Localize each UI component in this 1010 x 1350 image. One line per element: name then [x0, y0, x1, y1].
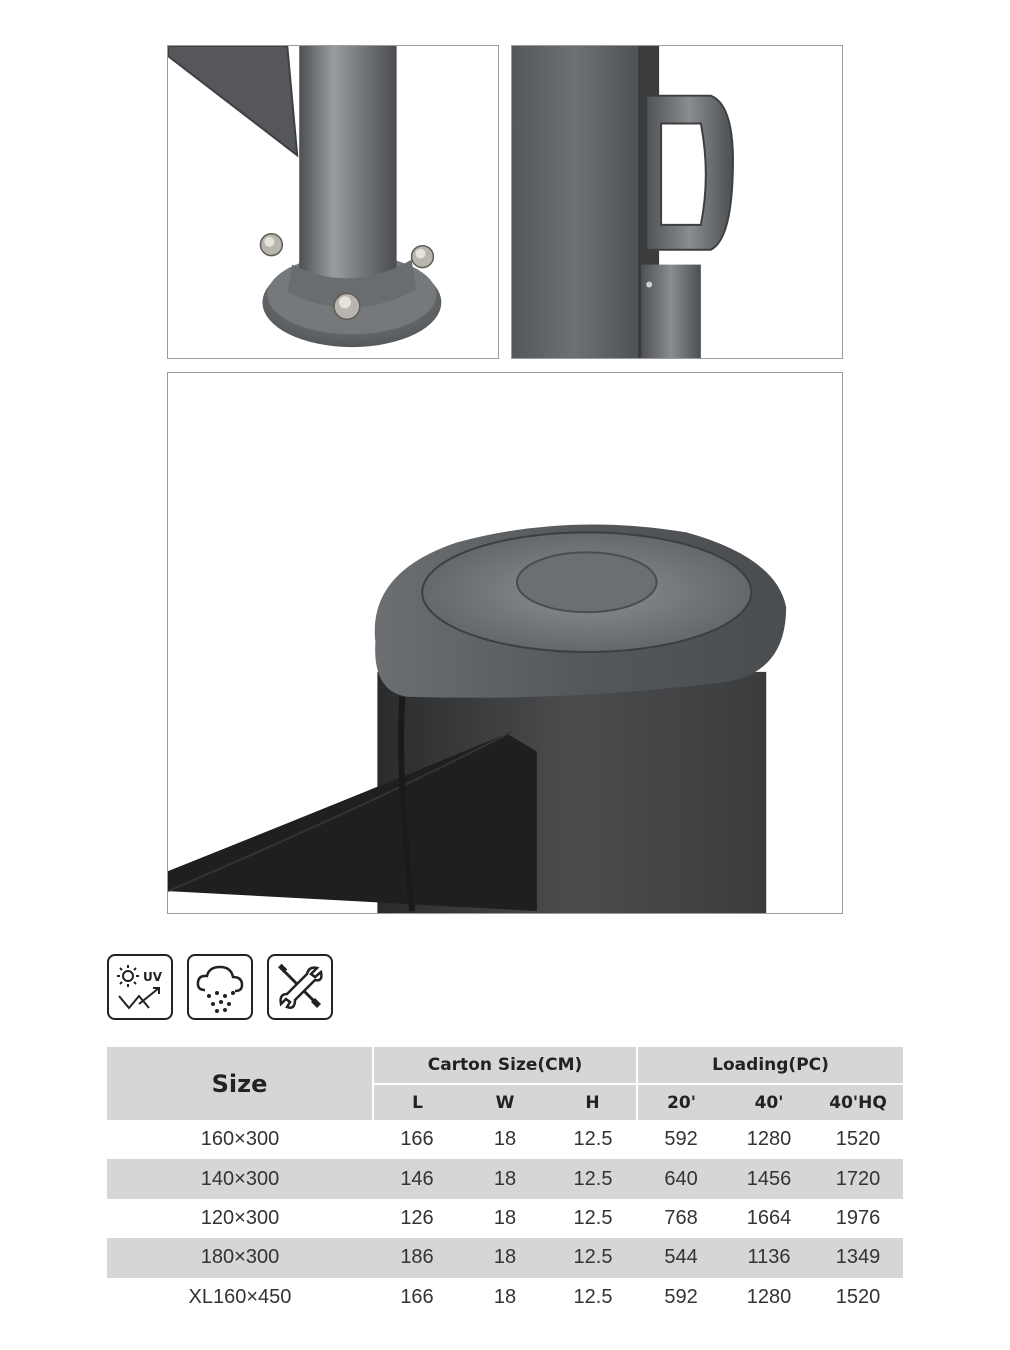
cell-40ft: 1664	[746, 1206, 792, 1229]
cell-size: 160×300	[200, 1128, 280, 1151]
table-row	[107, 1120, 903, 1159]
cell-40hq: 1520	[835, 1128, 881, 1151]
cell-l: 166	[400, 1128, 434, 1151]
uv-resistant-icon	[107, 954, 173, 1020]
feature-icons	[107, 954, 333, 1020]
cell-l: 126	[400, 1206, 434, 1229]
cell-size: 120×300	[200, 1206, 280, 1229]
cassette-top-photo	[167, 372, 843, 914]
tools-icon	[267, 954, 333, 1020]
col-header-20ft: 20'	[637, 1084, 725, 1120]
cell-h: 12.5	[549, 1159, 637, 1198]
cell-20ft: 544	[637, 1238, 725, 1277]
uv-label: UV	[143, 970, 163, 984]
carton-size-header: Carton Size(CM)	[373, 1047, 637, 1084]
size-header: Size	[107, 1047, 373, 1120]
rain-resistant-icon	[187, 954, 253, 1020]
cell-20ft: 640	[637, 1159, 725, 1198]
col-header-40hq: 40'HQ	[813, 1084, 903, 1120]
cell-w: 18	[493, 1206, 517, 1229]
table-row	[107, 1238, 903, 1277]
cell-40ft: 1280	[746, 1128, 792, 1151]
cell-w: 18	[461, 1159, 549, 1198]
cell-40hq: 1976	[835, 1206, 881, 1229]
cell-40ft: 1280	[746, 1285, 792, 1308]
table-row	[107, 1278, 903, 1317]
cell-h: 12.5	[573, 1285, 613, 1308]
table-row	[107, 1159, 903, 1198]
col-header-h: H	[549, 1084, 637, 1120]
col-header-40ft: 40'	[725, 1084, 813, 1120]
cell-l: 146	[373, 1159, 461, 1198]
cell-h: 12.5	[573, 1206, 613, 1229]
cell-size: XL160×450	[188, 1285, 292, 1308]
handle-photo	[511, 45, 843, 359]
cell-w: 18	[493, 1285, 517, 1308]
pole-base-photo	[167, 45, 499, 359]
cell-size: 180×300	[107, 1238, 373, 1277]
col-header-w: W	[461, 1084, 549, 1120]
cell-20ft: 592	[664, 1128, 698, 1151]
cell-w: 18	[461, 1238, 549, 1277]
table-row	[107, 1199, 903, 1238]
spec-table	[107, 1047, 903, 1317]
cell-40ft: 1136	[725, 1238, 813, 1277]
loading-header: Loading(PC)	[637, 1047, 903, 1084]
cell-40ft: 1456	[725, 1159, 813, 1198]
cell-20ft: 768	[664, 1206, 698, 1229]
cell-l: 186	[373, 1238, 461, 1277]
cell-l: 166	[400, 1285, 434, 1308]
cell-40hq: 1720	[813, 1159, 903, 1198]
cell-h: 12.5	[573, 1128, 613, 1151]
cell-h: 12.5	[549, 1238, 637, 1277]
col-header-l: L	[373, 1084, 461, 1120]
cell-size: 140×300	[107, 1159, 373, 1198]
cell-40hq: 1349	[813, 1238, 903, 1277]
cell-20ft: 592	[664, 1285, 698, 1308]
cell-40hq: 1520	[835, 1285, 881, 1308]
cell-w: 18	[493, 1128, 517, 1151]
